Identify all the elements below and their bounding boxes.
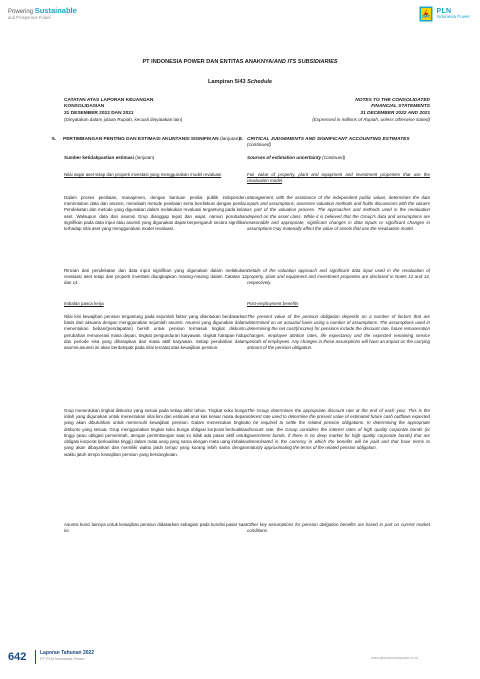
right-header-3: 31 DECEMBER 2022 AND 2021: [360, 110, 430, 116]
pln-logo-icon: [419, 6, 433, 22]
left-sub-suffix: (lanjutan): [133, 155, 155, 160]
pln-brand: [419, 6, 470, 22]
title-en: AND ITS SUBSIDIARIES: [273, 59, 338, 65]
left-header-1: CATATAN ATAS LAPORAN KEUANGAN: [64, 98, 154, 103]
footer-company: PT PLN Indonesia Power: [40, 655, 85, 661]
left-subsection-title: [64, 155, 247, 161]
right-header-4: (Expressed in millions of Rupiah, unless otherwise stated): [312, 117, 430, 123]
left-paragraph-4: Grup menentukan tingkat diskonto yang sesuai pada setiap akhir tahun. Tingkat suku bunga inilah yang digunakan untuk menentukan nilai kini dari estimasi arus kas keluar masa depan yang akan dibutuhkan untuk memenuhi kewajiban pensiun. Dalam menentukan tingkat diskonto yang sesuai, Grup menggunakan tingkat suku bunga obligasi korporat berkualitas tinggi (atau obligasi pemerintah, dengan pertimbangan saat ini tidak ada pasar aktif untuk obligasi korporat berkualitas tinggi) dalam mata uang yang sama dengan mata uang imbalan yang akan dibayarkan dan memiliki waktu jatuh tempo yang kurang lebih sama dengan waktu jatuh tempo kewajiban pensiun yang bersangkutan.: [64, 408, 247, 457]
schedule-label: [0, 79, 480, 85]
left-header-2: KONSOLIDASIAN: [64, 104, 105, 110]
title-id: PT INDONESIA POWER DAN ENTITAS ANAKNYA/: [142, 59, 274, 65]
right-section-title: [239, 137, 430, 149]
right-paragraph-4: The Group determines the appropriate discount rate at the end of each year. This is the interest rate used to determine the present value of estimated future cash outflows expected to be required to settle the related pension obligations. In determining the appropriate discount rate, the Group considers the interest rates of high quality corporate bonds (or government bonds, if there is no deep market for high quality corporate bonds) that are denominated in the currency in which the benefits will be paid and that have terms to maturity approximating the terms of the related pension obligation.: [247, 408, 430, 451]
left-heading-post-employment: Imbalan pasca kerja: [64, 301, 104, 306]
tagline-line2: and Prosperous Future: [8, 15, 51, 20]
page-header: [0, 0, 480, 46]
document-title: [0, 59, 480, 65]
tagline-prefix: Powering: [8, 9, 35, 15]
right-paragraph-2: Details of the valuation approach and significant data input used in the revaluation of property, plant and equipment and investment properties are disclosed in Notes 12 and 14, respectively.: [247, 268, 430, 286]
right-paragraph-5: Other key assumptions for pension obligation benefits are based in part on current market conditions.: [247, 522, 430, 534]
right-section-number: 5.: [239, 137, 244, 142]
left-header-3: 31 DESEMBER 2022 DAN 2021: [64, 110, 134, 116]
left-section-number: 5.: [52, 137, 57, 142]
right-paragraph-1: Management, with the assistance of the independent public valuer, determines the data inputs and assumptions, assesses valuation methods and holds discussions with the valuers as part of the valuation process. The approaches and methods used in the revaluation depend on the asset class. While it is believed that the Group's data and assumptions are reasonable and appropriate, significant changes in data inputs or significant changes in assumptions may materially affect the value of assets that use the revaluation model.: [247, 195, 430, 232]
footer-url[interactable]: www.plnindonesiapower.co.id: [371, 656, 418, 660]
left-section-suffix: (lanjutan): [218, 137, 240, 142]
right-sub-suffix: (continued): [321, 155, 346, 160]
tagline-bold: Sustainable: [34, 6, 77, 15]
right-section-text: CRITICAL JUDGEMENTS AND SIGNIFICANT ACCOUNTING ESTIMATES: [247, 137, 410, 142]
right-heading-post-employment: Post-employment benefits: [247, 301, 299, 306]
right-header-1: NOTES TO THE CONSOLIDATED: [355, 98, 430, 103]
left-header-4: (Dinyatakan dalam jutaan Rupiah, kecuali dinyatakan lain): [64, 117, 183, 123]
left-paragraph-5: Asumsi kunci lainnya untuk kewajiban pensiun didasarkan sebagian pada kondisi pasar saat ini.: [64, 522, 247, 534]
left-sub-text: Sumber ketidakpastian estimasi: [64, 155, 134, 160]
brand-tagline: [8, 7, 77, 20]
right-subsection-title: [247, 155, 430, 161]
left-section-text: PERTIMBANGAN PENTING DAN ESTIMASI AKUNTANSI SIGNIFIKAN: [63, 137, 219, 142]
pln-logo-text: PLN: [436, 7, 452, 15]
right-section-suffix: (continued): [247, 143, 271, 149]
lampiran-en: Schedule: [247, 79, 273, 85]
pln-logo-subtext: Indonesia Power: [436, 14, 470, 20]
lampiran-id: Lampiran 5/43: [207, 79, 248, 85]
page-number: 642: [8, 651, 27, 663]
right-header-2: FINANCIAL STATEMENTS: [371, 104, 430, 110]
footer-report-title: Laporan Tahunan 2022: [40, 650, 95, 656]
right-sub-text: Sources of estimation uncertainty: [247, 155, 322, 160]
left-heading-fair-value: Nilai wajar aset tetap dan properti investasi yang menggunakan model revaluasi: [64, 172, 222, 177]
footer-report-info: [40, 651, 94, 661]
page-footer: [0, 645, 480, 679]
right-heading-fair-value: Fair value of property, plant and equipment and investment properties that use the revaluation model: [247, 172, 430, 184]
right-paragraph-3: The present value of the pension obligation depends on a number of factors that are determined on an actuarial basis using a number of assumptions. The assumptions used in determining the net cost/(income) for pensions include the discount rate, future remuneration changes, employee attrition rates, life expectancy and the expected remaining service periods of employees. Any changes in these assumptions will have an impact on the carrying amount of the pension obligation.: [247, 314, 430, 351]
left-paragraph-3: Nilai kini kewajiban pensiun tergantung pada sejumlah faktor yang ditentukan berdasarkan basis dari aktuaria dengan menggunakan sejumlah asumsi. Asumsi yang digunakan dalam menentukan beban/(pendapatan) bersih untuk pensiun termasuk tingkat diskonto, perubahan remunerasi masa depan, tingkat pengunduran karyawan, tingkat harapan hidup dan periode sisa yang diharapkan dari masa aktif karyawan. Setiap perubahan dalam asumsi-asumsi ini akan berdampak pada nilai tercatat atas kewajiban pensiun.: [64, 314, 247, 351]
footer-divider: [35, 650, 36, 664]
left-paragraph-1: Dalam proses penilaian, manajemen, dengan bantuan penilai publik independen, menentukan data dan asumsi, menelaah metode penilaian serta berdiskusi dengan penilai. Pendekatan dan metode yang digunakan dalam melakukan revaluasi tergantung pada kelas aset. Walaupun data dan asumsi Grup dianggap tepat dan wajar, namun perubahan signifikan pada data input atau asumsi yang digunakan dapat berpengaruh secara signifikan terhadap nilai aset yang menggunakan model revaluasi.: [64, 195, 247, 232]
left-section-title: [52, 137, 247, 143]
left-paragraph-2: Rincian dari pendekatan dan data input signifikan yang digunakan dalam melakukan revaluasi aset tetap dan properti investasi diungkapkan masing-masing dalam Catatan 12 dan 14.: [64, 268, 247, 286]
